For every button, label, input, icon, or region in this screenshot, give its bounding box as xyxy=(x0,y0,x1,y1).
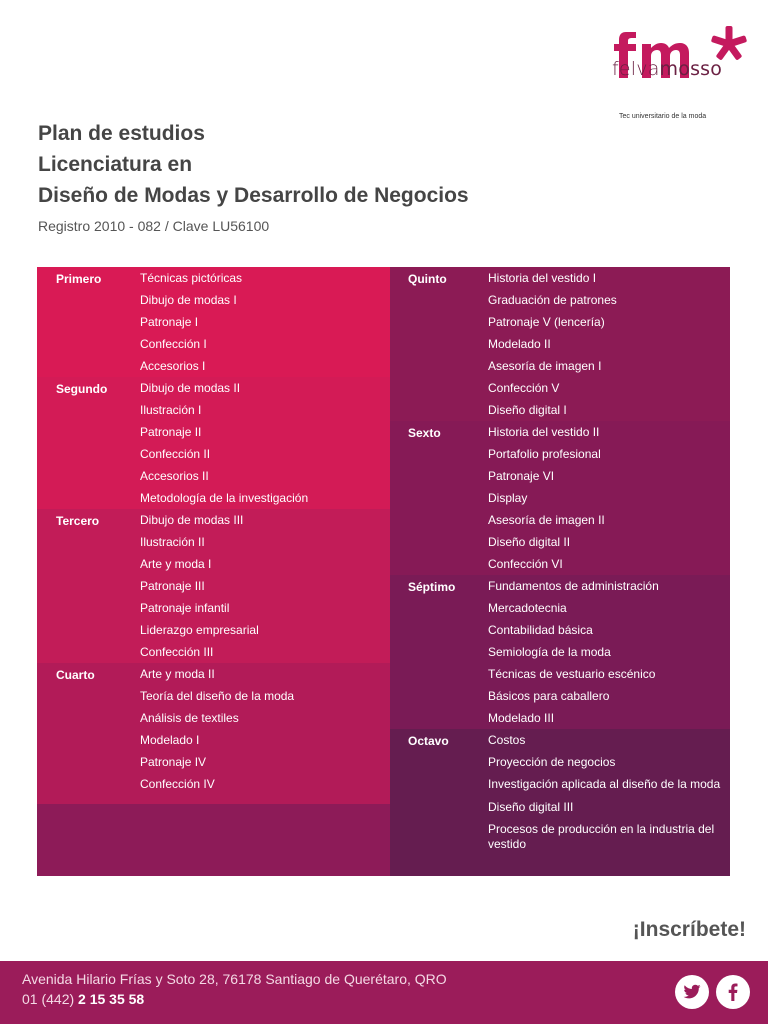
semester-name: Octavo xyxy=(408,734,449,748)
semester-name: Quinto xyxy=(408,272,447,286)
subject-item: Patronaje III xyxy=(140,579,205,593)
subject-item: Diseño digital III xyxy=(488,800,574,814)
semester-block-cuarto xyxy=(37,663,390,795)
title-line-2: Licenciatura en xyxy=(38,153,193,176)
subject-item: Portafolio profesional xyxy=(488,447,601,461)
subject-item: Mercadotecnia xyxy=(488,601,567,615)
subject-item: Dibujo de modas III xyxy=(140,513,244,527)
subject-list xyxy=(37,377,390,509)
footer-phone xyxy=(22,989,144,1009)
study-plan-table xyxy=(37,267,730,876)
enroll-cta[interactable]: ¡Inscríbete! xyxy=(632,918,746,941)
brand-name-light: felva xyxy=(612,58,660,80)
subject-item: Patronaje infantil xyxy=(140,601,230,615)
subject-item: Diseño digital II xyxy=(488,535,571,549)
semester-block-sexto xyxy=(390,421,730,575)
subject-item: Contabilidad básica xyxy=(488,623,593,637)
subject-item: Técnicas pictóricas xyxy=(140,271,243,285)
subject-item: Patronaje II xyxy=(140,425,202,439)
subject-item: Costos xyxy=(488,733,526,747)
semesters-right-column xyxy=(390,267,730,876)
subject-item: Técnicas de vestuario escénico xyxy=(488,667,656,681)
subject-item: Asesoría de imagen II xyxy=(488,513,605,527)
subject-item: Semiología de la moda xyxy=(488,645,611,659)
subject-item: Accesorios II xyxy=(140,469,209,483)
subject-item: Patronaje I xyxy=(140,315,199,329)
brand-name xyxy=(612,58,722,80)
subject-item: Patronaje IV xyxy=(140,755,207,769)
title-line-1: Plan de estudios xyxy=(38,122,205,145)
subject-item: Procesos de producción en la industria del vestido xyxy=(488,822,715,851)
subject-list xyxy=(390,575,730,729)
subject-item: Teoría del diseño de la moda xyxy=(140,689,295,703)
subject-item: Confección II xyxy=(140,447,211,461)
subject-list xyxy=(390,267,730,421)
subject-item: Modelado II xyxy=(488,337,551,351)
subject-item: Confección IV xyxy=(140,777,215,791)
registration-text: Registro 2010 - 082 / Clave LU56100 xyxy=(38,218,270,234)
subject-item: Ilustración II xyxy=(140,535,205,549)
subject-item: Fundamentos de administración xyxy=(488,579,659,593)
phone-prefix: 01 (442) xyxy=(22,991,75,1007)
semester-name: Primero xyxy=(56,272,102,286)
semester-block-septimo xyxy=(390,575,730,729)
facebook-button[interactable] xyxy=(716,975,750,1009)
phone-number: 2 15 35 58 xyxy=(78,991,145,1007)
subject-list xyxy=(37,663,390,795)
footer-address: Avenida Hilario Frías y Soto 28, 76178 Santiago de Querétaro, QRO xyxy=(22,971,447,987)
brand-name-bold: mosso xyxy=(659,58,723,80)
subject-item: Graduación de patrones xyxy=(488,293,617,307)
semester-block-quinto xyxy=(390,267,730,421)
subject-item: Metodología de la investigación xyxy=(140,491,309,505)
semester-name: Tercero xyxy=(56,514,100,528)
semester-name: Séptimo xyxy=(408,580,456,594)
subject-item: Ilustración I xyxy=(140,403,202,417)
subject-item: Básicos para caballero xyxy=(488,689,610,703)
subject-item: Proyección de negocios xyxy=(488,755,616,769)
subject-item: Display xyxy=(488,491,528,505)
subject-list xyxy=(390,421,730,575)
facebook-icon xyxy=(716,975,750,1009)
semester-name: Sexto xyxy=(408,426,441,440)
subject-item: Historia del vestido I xyxy=(488,271,597,285)
subject-item: Arte y moda I xyxy=(140,557,212,571)
semester-name: Segundo xyxy=(56,382,108,396)
subject-item: Investigación aplicada al diseño de la moda xyxy=(488,777,721,791)
subject-item: Modelado III xyxy=(488,711,555,725)
subject-item: Liderazgo empresarial xyxy=(140,623,259,637)
subject-item: Diseño digital I xyxy=(488,403,567,417)
semester-name: Cuarto xyxy=(56,668,95,682)
subject-item: Patronaje VI xyxy=(488,469,555,483)
title-line-3: Diseño de Modas y Desarrollo de Negocios xyxy=(38,184,469,207)
page-title xyxy=(38,118,638,211)
semester-block-segundo xyxy=(37,377,390,509)
subject-list xyxy=(37,509,390,663)
page-header xyxy=(38,118,638,234)
semester-block-tercero xyxy=(37,509,390,663)
subject-item: Patronaje V (lencería) xyxy=(488,315,605,329)
subject-item: Dibujo de modas I xyxy=(140,293,237,307)
twitter-icon xyxy=(675,975,709,1009)
subject-item: Análisis de textiles xyxy=(140,711,239,725)
subject-item: Confección VI xyxy=(488,557,563,571)
subject-item: Arte y moda II xyxy=(140,667,215,681)
semesters-left-column xyxy=(37,267,390,876)
subject-item: Confección V xyxy=(488,381,560,395)
brand-tagline: Tec universitario de la moda xyxy=(619,113,707,120)
subject-item: Confección I xyxy=(140,337,207,351)
subject-item: Historia del vestido II xyxy=(488,425,600,439)
left-column-filler xyxy=(37,804,390,876)
subject-list xyxy=(390,729,730,856)
subject-item: Dibujo de modas II xyxy=(140,381,241,395)
semester-block-octavo xyxy=(390,729,730,856)
subject-item: Modelado I xyxy=(140,733,200,747)
footer-bar xyxy=(0,961,768,1024)
subject-item: Confección III xyxy=(140,645,214,659)
twitter-button[interactable] xyxy=(675,975,709,1009)
subject-item: Asesoría de imagen I xyxy=(488,359,602,373)
subject-item: Accesorios I xyxy=(140,359,206,373)
brand-logo xyxy=(608,18,750,126)
semester-block-primero xyxy=(37,267,390,377)
